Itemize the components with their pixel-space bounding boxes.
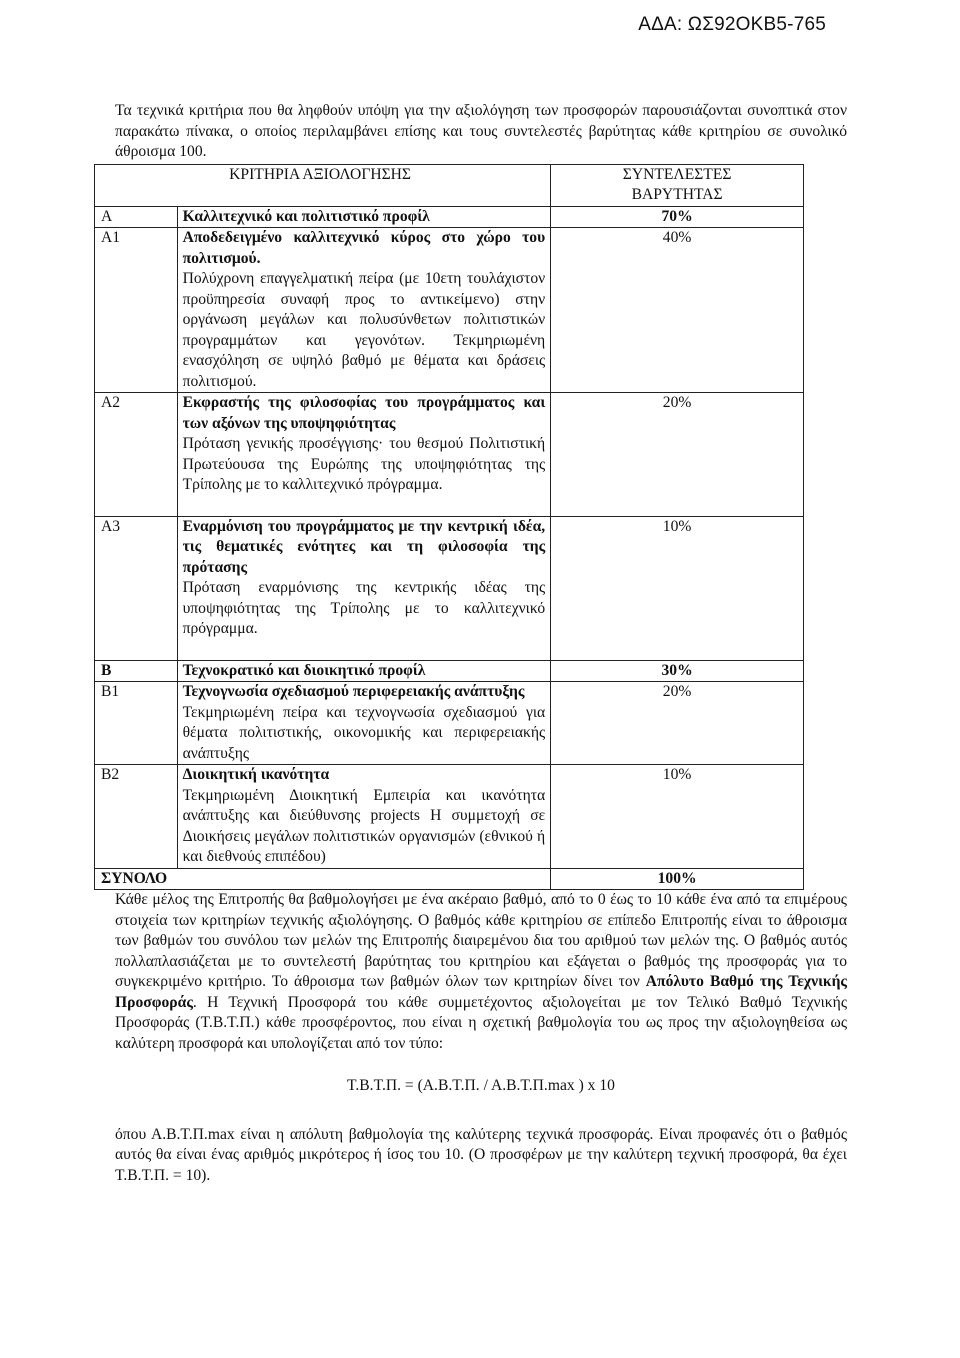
row-weight: 10% <box>551 516 804 660</box>
row-code: Α1 <box>95 228 178 393</box>
total-value: 100% <box>551 868 804 890</box>
row-weight: 20% <box>551 393 804 517</box>
document-body <box>101 101 847 1186</box>
formula: Τ.Β.Τ.Π. = (Α.Β.Τ.Π. / Α.Β.Τ.Π.max ) x 10 <box>347 1077 615 1094</box>
evaluation-text-1: Κάθε μέλος της Επιτροπής θα βαθμολογήσει με ένα ακέραιο βαθμό, από το 0 έως το 10 κάθε ένα από τα επιμέρους στοιχεία των κριτηρίων τεχνικής αξιολόγησης. Ο βαθμός κάθε κριτηρίου σε επίπεδο Επιτροπής είναι το άθροισμα των βαθμών του συνόλου των μελών της Επιτροπής διαιρεμένου δια του αριθμού των μελών της. Ο βαθμός αυτός πολλαπλασιάζεται με το συντελεστή βαρύτητας του κριτηρίου και εξάγεται ο βαθμός της προσφοράς για το συγκεκριμένο κριτήριο. Το άθροισμα των βαθμών όλων των κριτηρίων δίνει τον <box>115 891 847 990</box>
row-title: Τεχνοκρατικό και διοικητικό προφίλ <box>177 660 551 682</box>
row-content <box>177 516 551 660</box>
evaluation-paragraph <box>115 890 847 1054</box>
row-weight: 30% <box>551 660 804 682</box>
table-row <box>95 516 804 660</box>
closing-paragraph: όπου Α.Β.Τ.Π.max είναι η απόλυτη βαθμολογία της καλύτερης τεχνικά προσφοράς. Είναι προφανές ότι ο βαθμός αυτός θα είναι ένας αριθμός μικρότερος ή ίσος του 10. (Ο προσφέρων με την καλύτερη τεχνική προσφορά, θα έχει Τ.Β.Τ.Π. = 10). <box>115 1125 847 1184</box>
row-code: Β1 <box>95 682 178 765</box>
header-weights-label: ΣΥΝΤΕΛΕΣΤΕΣ ΒΑΡΥΤΗΤΑΣ <box>622 165 732 203</box>
row-title: Τεχνογνωσία σχεδιασμού περιφερειακής ανάπτυξης <box>182 683 525 700</box>
row-content <box>177 228 551 393</box>
row-title: Αποδεδειγμένο καλλιτεχνικό κύρος στο χώρο του πολιτισμού. <box>182 229 546 267</box>
row-content <box>177 682 551 765</box>
evaluation-text-bold: Απόλυτο Βαθμό της Τεχνικής Προσφοράς <box>115 973 847 1011</box>
evaluation-text-2: . Η Τεχνική Προσφορά του κάθε συμμετέχοντος αξιολογείται με τον Τελικό Βαθμό Τεχνικής Προσφοράς (Τ.Β.Τ.Π.) κάθε προσφέροντος, που είναι η σχετική βαθμολογία του ως προς την αξιολογηθείσα ως καλύτερη προσφορά και υπολογίζεται από τον τύπο: <box>115 993 847 1052</box>
table-row <box>95 206 804 228</box>
table-row <box>95 228 804 393</box>
row-weight: 20% <box>551 682 804 765</box>
row-content <box>177 393 551 517</box>
criteria-table <box>94 164 804 891</box>
row-weight: 40% <box>551 228 804 393</box>
intro-paragraph: Τα τεχνικά κριτήρια που θα ληφθούν υπόψη για την αξιολόγηση των προσφορών παρουσιάζονται συνοπτικά στον παρακάτω πίνακα, ο οποίος περιλαμβάνει επίσης και τους συντελεστές βαρύτητας κάθε κριτηρίου σε συνολικό άθροισμα 100. <box>115 102 847 160</box>
row-code: Β2 <box>95 765 178 869</box>
row-description: Τεκμηριωμένη Διοικητική Εμπειρία και ικανότητα ανάπτυξης και διεύθυνσης projects Η συμμετοχή σε Διοικήσεις μεγάλων πολιτιστικών οργανισμών (εθνικού ή και διεθνούς επιπέδου) <box>182 786 546 865</box>
row-description: Πρόταση γενικής προσέγγισης· του θεσμού Πολιτιστική Πρωτεύουσα της Ευρώπης της υποψηφιότητας της Τρίπολης με το καλλιτεχνικό πρόγραμμα. <box>182 435 546 493</box>
row-title: Καλλιτεχνικό και πολιτιστικό προφίλ <box>177 206 551 228</box>
row-description: Τεκμηριωμένη πείρα και τεχνογνωσία σχεδιασμού για θέματα πολιτιστικής, οικονομικής και περιφερειακής ανάπτυξης <box>182 703 546 762</box>
row-title: Εναρμόνιση του προγράμματος με την κεντρική ιδέα, τις θεματικές ενότητες και τη φιλοσοφία της πρότασης <box>182 517 546 576</box>
total-label: ΣΥΝΟΛΟ <box>95 868 551 890</box>
row-weight: 70% <box>551 206 804 228</box>
row-code: Α3 <box>95 516 178 660</box>
row-content <box>177 765 551 869</box>
header-criteria <box>95 164 551 206</box>
row-code: Α <box>95 206 178 228</box>
row-title: Εκφραστής της φιλοσοφίας του προγράμματος και των αξόνων της υποψηφιότητας <box>182 394 546 432</box>
ada-code: ΑΔΑ: ΩΣ92ΟΚΒ5-765 <box>638 14 826 35</box>
table-row <box>95 765 804 869</box>
header-weights <box>551 164 804 206</box>
header-criteria-label: ΚΡΙΤΗΡΙΑ ΑΞΙΟΛΟΓΗΣΗΣ <box>229 165 412 183</box>
table-row <box>95 682 804 765</box>
row-description: Πρόταση εναρμόνισης της κεντρικής ιδέας της υποψηφιότητας της Τρίπολης με το καλλιτεχνικό πρόγραμμα. <box>182 579 546 637</box>
table-total-row <box>95 868 804 890</box>
row-title: Διοικητική ικανότητα <box>182 766 330 783</box>
table-row <box>95 660 804 682</box>
row-description: Πολύχρονη επαγγελματική πείρα (με 10ετη τουλάχιστον προϋπηρεσία συναφή προς το αντικείμενο) στην οργάνωση μεγάλων και πολυσύνθετων πολιτιστικών προγραμμάτων και γεγονότων. Τεκμηριωμένη ενασχόληση σε υψηλό βαθμό με θέματα και δράσεις πολιτισμού. <box>182 270 546 390</box>
row-code: Β <box>95 660 178 682</box>
row-weight: 10% <box>551 765 804 869</box>
table-header-row <box>95 164 804 206</box>
table-row <box>95 393 804 517</box>
row-code: Α2 <box>95 393 178 517</box>
